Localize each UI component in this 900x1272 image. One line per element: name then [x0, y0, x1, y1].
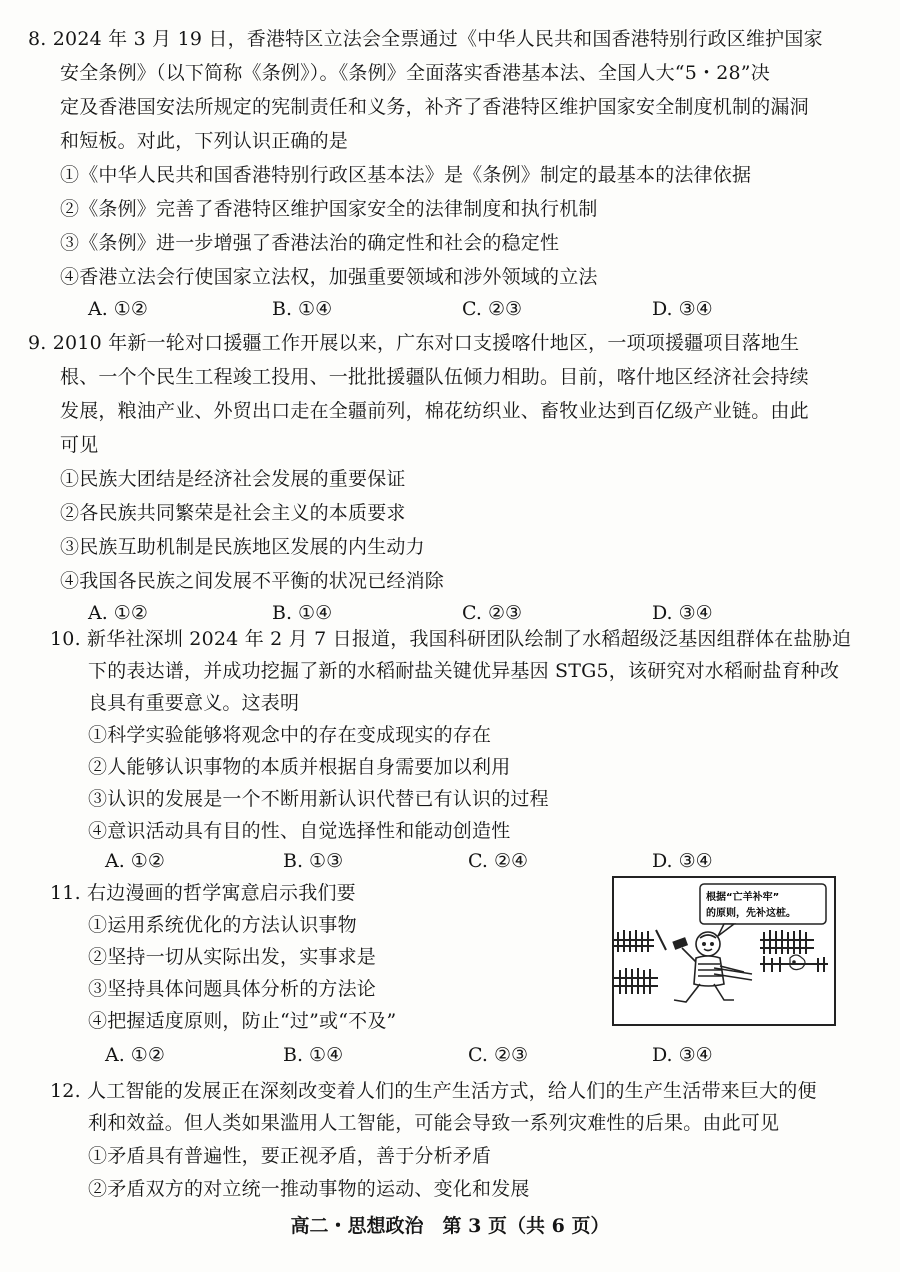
q8-statement-4: ④香港立法会行使国家立法权，加强重要领域和涉外领域的立法: [60, 266, 598, 288]
q8-stem-line-4: 和短板。对此，下列认识正确的是: [60, 130, 349, 152]
q8-option-a[interactable]: A. ①②: [88, 298, 148, 320]
q9-statement-1: ①民族大团结是经济社会发展的重要保证: [60, 468, 406, 490]
q10-stem-line-1: 10. 新华社深圳 2024 年 2 月 7 日报道，我国科研团队绘制了水稻超级泛基因组群体在盐胁迫: [50, 628, 852, 650]
q12-statement-2: ②矛盾双方的对立统一推动事物的运动、变化和发展: [88, 1178, 530, 1200]
q8-statement-1: ①《中华人民共和国香港特别行政区基本法》是《条例》制定的最基本的法律依据: [60, 164, 752, 186]
q8-stem-line-2: 安全条例》（以下简称《条例》）。《条例》全面落实香港基本法、全国人大“5・28”决: [60, 62, 770, 84]
q8-stem-line-3: 定及香港国安法所规定的宪制责任和义务，补齐了香港特区维护国家安全制度机制的漏洞: [60, 96, 809, 118]
q11-option-a[interactable]: A. ①②: [105, 1044, 165, 1066]
q9-stem-line-4: 可见: [60, 434, 99, 456]
q10-statement-2: ②人能够认识事物的本质并根据自身需要加以利用: [88, 756, 511, 778]
q11-stem-line-1: 11. 右边漫画的哲学寓意启示我们要: [50, 882, 356, 904]
q10-option-a[interactable]: A. ①②: [105, 850, 165, 872]
q8-stem-line-1: 8. 2024 年 3 月 19 日，香港特区立法会全票通过《中华人民共和国香港特别行政区维护国家: [28, 28, 823, 50]
q10-option-d[interactable]: D. ③④: [652, 850, 713, 872]
q11-option-c[interactable]: C. ②③: [468, 1044, 529, 1066]
bubble-line-2: 的原则，先补这桩。: [706, 908, 796, 919]
q12-statement-1: ①矛盾具有普遍性，要正视矛盾，善于分析矛盾: [88, 1145, 492, 1167]
q11-option-b[interactable]: B. ①④: [283, 1044, 344, 1066]
cartoon-drawing: [614, 878, 834, 1024]
fence-upper-left: [614, 930, 666, 952]
q9-option-b[interactable]: B. ①④: [272, 602, 333, 624]
q11-statement-1: ①运用系统优化的方法认识事物: [88, 914, 357, 936]
q10-stem-line-3: 良具有重要意义。这表明: [88, 692, 300, 714]
q8-statement-2: ②《条例》完善了香港特区维护国家安全的法律制度和执行机制: [60, 198, 598, 220]
q10-stem-line-2: 下的表达谱，并成功挖掘了新的水稻耐盐关键优异基因 STG5，该研究对水稻耐盐育种改: [88, 660, 840, 682]
q9-statement-4: ④我国各民族之间发展不平衡的状况已经消除: [60, 570, 445, 592]
q8-option-d[interactable]: D. ③④: [652, 298, 713, 320]
q11-option-d[interactable]: D. ③④: [652, 1044, 713, 1066]
q9-option-a[interactable]: A. ①②: [88, 602, 148, 624]
q10-option-b[interactable]: B. ①③: [283, 850, 344, 872]
q11-cartoon: [612, 876, 836, 1026]
q11-statement-4: ④把握适度原则，防止“过”或“不及”: [88, 1010, 397, 1032]
bubble-line-1: 根据“亡羊补牢”: [706, 892, 780, 903]
q8-statement-3: ③《条例》进一步增强了香港法治的确定性和社会的稳定性: [60, 232, 560, 254]
q9-option-c[interactable]: C. ②③: [462, 602, 523, 624]
q12-stem-line-1: 12. 人工智能的发展正在深刻改变着人们的生产生活方式，给人们的生产生活带来巨大的便: [50, 1080, 817, 1102]
q8-option-b[interactable]: B. ①④: [272, 298, 333, 320]
q9-stem-line-2: 根、一个个民生工程竣工投用、一批批援疆队伍倾力相助。目前，喀什地区经济社会持续: [60, 366, 809, 388]
q10-statement-1: ①科学实验能够将观念中的存在变成现实的存在: [88, 724, 492, 746]
q12-stem-line-2: 利和效益。但人类如果滥用人工智能，可能会导致一系列灾难性的后果。由此可见: [88, 1112, 780, 1134]
q9-statement-3: ③民族互助机制是民族地区发展的内生动力: [60, 536, 425, 558]
q9-stem-line-3: 发展，粮油产业、外贸出口走在全疆前列，棉花纺织业、畜牧业达到百亿级产业链。由此: [60, 400, 809, 422]
animal-in-gap: [790, 955, 805, 970]
q9-stem-line-1: 9. 2010 年新一轮对口援疆工作开展以来，广东对口支援喀什地区，一项项援疆项目落地生: [28, 332, 800, 354]
speech-bubble-tail: [718, 924, 734, 936]
q9-option-d[interactable]: D. ③④: [652, 602, 713, 624]
q10-statement-3: ③认识的发展是一个不断用新认识代替已有认识的过程: [88, 788, 549, 810]
fence-lower-left: [614, 968, 658, 994]
q11-statement-3: ③坚持具体问题具体分析的方法论: [88, 978, 377, 1000]
q10-option-c[interactable]: C. ②④: [468, 850, 529, 872]
man-figure: [673, 932, 752, 1002]
q11-statement-2: ②坚持一切从实际出发，实事求是: [88, 946, 377, 968]
page-footer: 高二・思想政治 第 3 页（共 6 页）: [290, 1215, 610, 1237]
q9-statement-2: ②各民族共同繁荣是社会主义的本质要求: [60, 502, 406, 524]
q8-option-c[interactable]: C. ②③: [462, 298, 523, 320]
q10-statement-4: ④意识活动具有目的性、自觉选择性和能动创造性: [88, 820, 511, 842]
fence-right: [760, 930, 828, 972]
